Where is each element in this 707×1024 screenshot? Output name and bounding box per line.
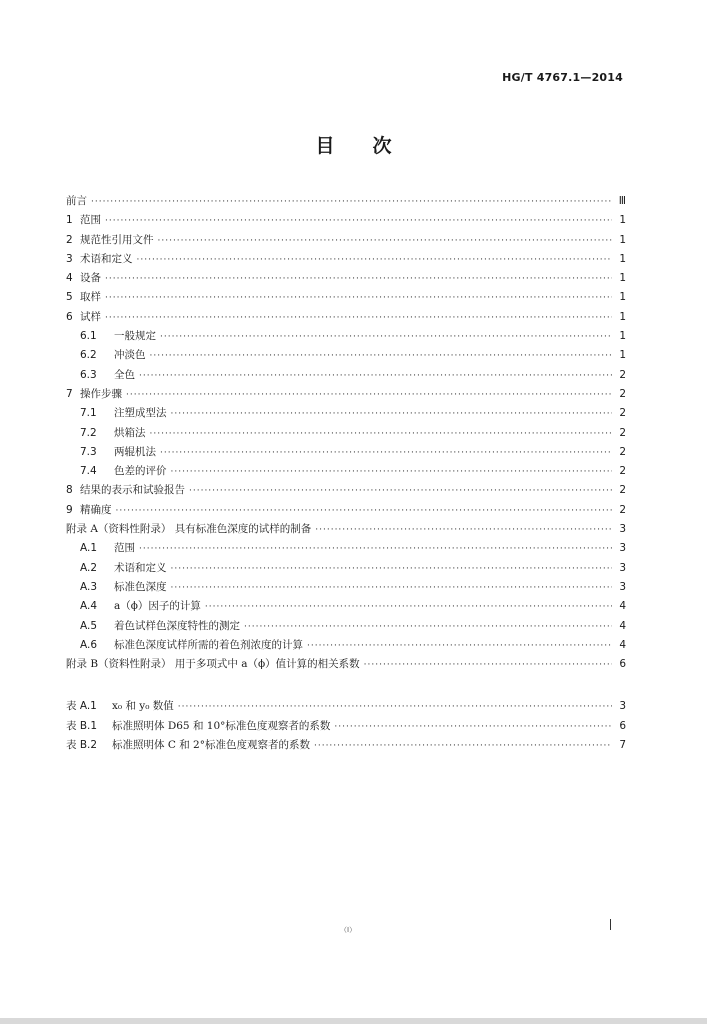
- dot-leader: [171, 560, 613, 579]
- toc-entry-number: 1: [66, 214, 73, 227]
- toc-entry-page: 1: [619, 349, 626, 362]
- toc-entry-title: 设备: [80, 272, 101, 285]
- toc-entry-page: 4: [619, 600, 626, 613]
- dot-leader: [160, 444, 612, 463]
- toc-entry-page: Ⅲ: [618, 195, 626, 207]
- toc-entry[interactable]: [66, 617, 626, 636]
- toc-entry-number: 2: [66, 233, 73, 246]
- table-list-entry[interactable]: [66, 736, 626, 755]
- dot-leader: [178, 698, 612, 717]
- toc-entry-title: 结果的表示和试验报告: [80, 484, 185, 497]
- dot-leader: [126, 386, 612, 405]
- toc-entry-page: 1: [619, 214, 626, 227]
- toc-entry[interactable]: [66, 636, 626, 655]
- toc-entry-title: 标准照明体 C 和 2°标准色度观察者的系数: [112, 739, 310, 752]
- toc-entry-page: 2: [619, 445, 626, 458]
- toc-entry-title: 取样: [80, 291, 101, 304]
- toc-entry[interactable]: [66, 385, 626, 404]
- toc-entry-number: 6.1: [80, 330, 97, 343]
- dot-leader: [150, 425, 613, 444]
- toc-entry[interactable]: [66, 501, 626, 520]
- toc-entry-number: 8: [66, 484, 73, 497]
- toc-entry-number: 7.3: [80, 445, 97, 458]
- dot-leader: [139, 540, 612, 559]
- toc-entry[interactable]: [66, 366, 626, 385]
- toc-entry-page: 2: [619, 484, 626, 497]
- dot-leader: [116, 502, 613, 521]
- toc-entry-number: 3: [66, 252, 73, 265]
- dot-leader: [205, 598, 612, 617]
- toc-entry-page: 6: [619, 719, 626, 732]
- footer-page-marker: （Ⅰ）: [340, 926, 357, 934]
- toc-entry-title: 一般规定: [114, 330, 156, 343]
- toc-entry-number: 表 B.1: [66, 719, 98, 732]
- toc-entry[interactable]: [66, 250, 626, 269]
- title-char-2: 次: [372, 135, 392, 157]
- scan-edge: [0, 1018, 707, 1024]
- toc-entry-number: 6.2: [80, 349, 97, 362]
- dot-leader: [364, 656, 612, 675]
- toc-entry[interactable]: [66, 327, 626, 346]
- toc-entry[interactable]: [66, 288, 626, 307]
- toc-entry-page: 6: [619, 658, 626, 671]
- toc-entry[interactable]: [66, 520, 626, 539]
- toc-entry-page: 1: [619, 233, 626, 246]
- dot-leader: [315, 521, 612, 540]
- toc-entry-title: 术语和定义: [114, 561, 167, 574]
- toc-entry-page: 1: [619, 310, 626, 323]
- toc-entry-title: 烘箱法: [114, 426, 146, 439]
- toc-entry-number: A.4: [80, 600, 98, 613]
- toc-entry-page: 7: [619, 739, 626, 752]
- toc-entry-number: 表 B.2: [66, 739, 98, 752]
- dot-leader: [158, 232, 613, 251]
- dot-leader: [105, 289, 612, 308]
- toc-entry-page: 2: [619, 368, 626, 381]
- toc-entry-title: 标准照明体 D65 和 10°标准色度观察者的系数: [112, 719, 331, 732]
- toc-entry-page: 3: [619, 542, 626, 555]
- table-of-contents: [66, 192, 626, 755]
- toc-entry-title: 附录 A（资料性附录） 具有标准色深度的试样的制备: [66, 523, 312, 536]
- toc-entry-number: 表 A.1: [66, 700, 97, 713]
- toc-entry[interactable]: [66, 424, 626, 443]
- toc-entry-number: A.2: [80, 561, 98, 574]
- dot-leader: [334, 718, 612, 737]
- toc-entry-number: 7: [66, 387, 73, 400]
- dot-leader: [314, 737, 612, 756]
- dot-leader: [139, 367, 612, 386]
- toc-entry-page: 3: [619, 700, 626, 713]
- toc-entry-number: 6.3: [80, 368, 97, 381]
- toc-entry[interactable]: [66, 269, 626, 288]
- margin-mark: [610, 919, 611, 930]
- toc-entry-title: 术语和定义: [80, 252, 133, 265]
- toc-entry[interactable]: [66, 404, 626, 423]
- toc-entry-title: 注塑成型法: [114, 407, 167, 420]
- toc-entry[interactable]: [66, 597, 626, 616]
- table-list-entry[interactable]: [66, 717, 626, 736]
- toc-entry-number: A.6: [80, 638, 98, 651]
- toc-entry-number: A.1: [80, 542, 98, 555]
- toc-entry-title: 附录 B（资料性附录） 用于多项式中 a（ϕ）值计算的相关系数: [66, 658, 360, 671]
- toc-entry-page: 3: [619, 580, 626, 593]
- toc-entry[interactable]: [66, 192, 626, 211]
- toc-entry-number: 4: [66, 272, 73, 285]
- toc-entry-number: A.3: [80, 580, 98, 593]
- dot-leader: [150, 347, 613, 366]
- toc-entry[interactable]: [66, 578, 626, 597]
- toc-entry-title: x₀ 和 y₀ 数值: [112, 700, 174, 713]
- toc-entry-page: 3: [619, 523, 626, 536]
- toc-entry-title: 范围: [80, 214, 101, 227]
- toc-entry-title: 操作步骤: [80, 387, 122, 400]
- dot-leader: [105, 212, 612, 231]
- toc-entry-page: 1: [619, 330, 626, 343]
- dot-leader: [160, 328, 612, 347]
- toc-entry-title: 全色: [114, 368, 135, 381]
- toc-entry-page: 2: [619, 426, 626, 439]
- toc-entry-title: 前言: [66, 195, 87, 207]
- toc-entry[interactable]: [66, 539, 626, 558]
- toc-entry[interactable]: [66, 211, 626, 230]
- toc-entry[interactable]: [66, 231, 626, 250]
- toc-entry[interactable]: [66, 559, 626, 578]
- toc-entry[interactable]: [66, 346, 626, 365]
- dot-leader: [171, 463, 613, 482]
- toc-entry-title: 范围: [114, 542, 135, 555]
- dot-leader: [171, 405, 613, 424]
- toc-entry-number: A.5: [80, 619, 98, 632]
- toc-entry[interactable]: [66, 308, 626, 327]
- toc-entry-page: 4: [619, 619, 626, 632]
- toc-entry-title: 试样: [80, 310, 101, 323]
- toc-entry-number: 9: [66, 503, 73, 516]
- table-list-entry[interactable]: [66, 697, 626, 716]
- toc-entry-page: 1: [619, 252, 626, 265]
- toc-entry-title: 着色试样色深度特性的测定: [114, 619, 240, 632]
- toc-entry-number: 7.1: [80, 407, 97, 420]
- dot-leader: [105, 309, 612, 328]
- toc-entry-title: 标准色深度: [114, 580, 167, 593]
- toc-entry-page: 4: [619, 638, 626, 651]
- toc-entry-page: 1: [619, 272, 626, 285]
- toc-entry-title: 标准色深度试样所需的着色剂浓度的计算: [114, 638, 303, 651]
- toc-entry-page: 1: [619, 291, 626, 304]
- toc-entry-number: 7.4: [80, 465, 97, 478]
- dot-leader: [91, 193, 612, 212]
- toc-entry-page: 3: [619, 561, 626, 574]
- toc-entry-title: 规范性引用文件: [80, 233, 154, 246]
- dot-leader: [171, 579, 613, 598]
- standard-code: HG/T 4767.1—2014: [502, 71, 623, 84]
- dot-leader: [307, 637, 612, 656]
- dot-leader: [105, 270, 612, 289]
- toc-entry-title: a（ϕ）因子的计算: [114, 600, 201, 613]
- title-char-1: 目: [315, 135, 335, 157]
- toc-entry-title: 冲淡色: [114, 349, 146, 362]
- toc-entry-title: 两辊机法: [114, 445, 156, 458]
- page-title: [0, 131, 707, 158]
- toc-entry[interactable]: [66, 443, 626, 462]
- dot-leader: [137, 251, 613, 270]
- toc-entry-number: 5: [66, 291, 73, 304]
- toc-entry-title: 色差的评价: [114, 465, 167, 478]
- toc-entry-title: 精确度: [80, 503, 112, 516]
- dot-leader: [189, 482, 612, 501]
- toc-entry-page: 2: [619, 407, 626, 420]
- toc-entry-page: 2: [619, 503, 626, 516]
- dot-leader: [244, 618, 612, 637]
- toc-entry[interactable]: [66, 462, 626, 481]
- toc-entry[interactable]: [66, 655, 626, 674]
- toc-entry-page: 2: [619, 465, 626, 478]
- toc-entry[interactable]: [66, 481, 626, 500]
- toc-entry-page: 2: [619, 387, 626, 400]
- toc-entry-number: 7.2: [80, 426, 97, 439]
- toc-entry-number: 6: [66, 310, 73, 323]
